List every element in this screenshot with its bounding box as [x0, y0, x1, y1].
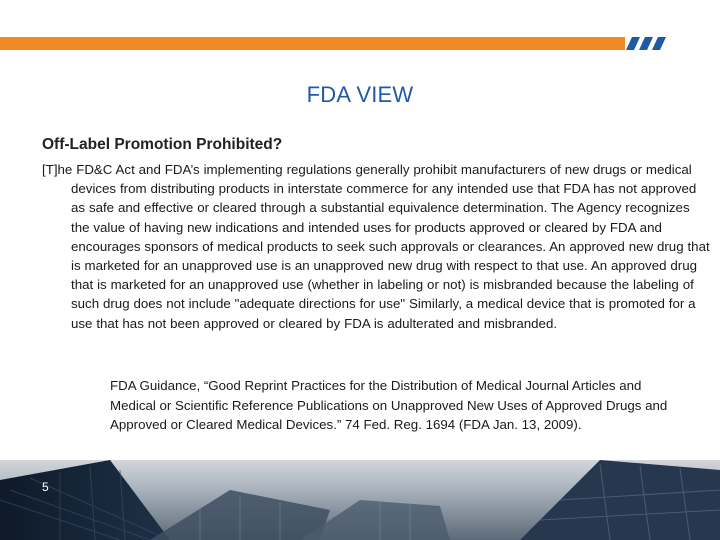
top-accent-bar [0, 37, 625, 50]
slide-title [0, 82, 720, 108]
building-photo-icon [0, 460, 720, 540]
section-heading: Off-Label Promotion Prohibited? [42, 136, 283, 153]
slide-title-text: FDA VIEW [306, 82, 414, 107]
citation-text: FDA Guidance, “Good Reprint Practices for the Distribution of Medical Journal Articles and Medical or Scientific Reference Publications on Unapproved New Uses of Approved Drugs and Approved or Cleared Medical Devices.” 74 Fed. Reg. 1694 (FDA Jan. 13, 2009). [110, 378, 668, 433]
footer-building-image [0, 460, 720, 540]
quoted-text: [T]he FD&C Act and FDA’s implementing regulations generally prohibit manufacturers of new drugs or medical devices from distributing products in interstate commerce for any intended use that FDA has not approved as safe and effective or cleared through a substantial equivalence determination. The Agency recognizes the value of having new indications and intended uses for products approved or cleared by FDA and encourages sponsors of medical products to seek such approvals or clearances. An approved new drug that is marketed for an unapproved use is an unapproved new drug with respect to that use. An approved drug that is marketed for an unapproved use (whether in labeling or not) is misbranded because the labeling of such drug does not include "adequate directions for use" Similarly, a medical device that is promoted for a use that has not been approved or cleared by FDA is adulterated and misbranded. [42, 162, 710, 331]
page-number: 5 [42, 480, 49, 494]
stripes-logo-icon [626, 37, 676, 50]
